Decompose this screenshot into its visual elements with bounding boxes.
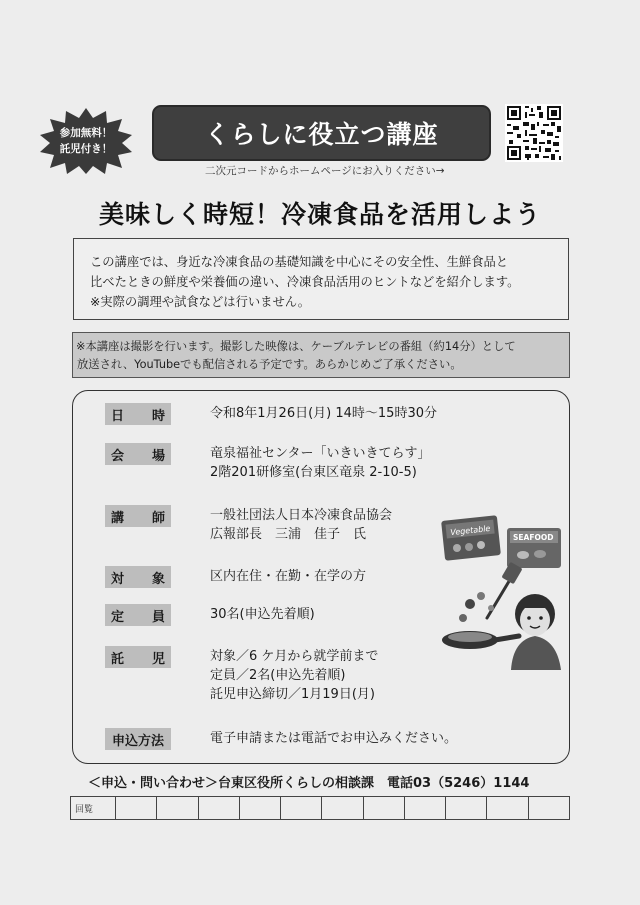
intro-line: 比べたときの鮮度や栄養価の違い、冷凍食品活用のヒントなどを紹介します。 [90,275,520,289]
stamp-cell[interactable] [239,797,280,820]
notice-line: ※本講座は撮影を行います。撮影した映像は、ケーブルテレビの番組（約14分）として [76,340,516,353]
stamp-cell[interactable] [528,797,569,820]
label-capacity: 定 員 [105,604,171,626]
label-childcare: 託 児 [105,646,171,668]
qr-instruction: 二次元コードからホームページにお入りください→ [205,165,445,177]
badge-line-1: 参加無料！ [59,127,113,139]
vegetable-package-icon [441,515,501,561]
value-capacity: 30名(申込先着順) [210,607,315,622]
intro-box [73,238,569,320]
frying-pan-icon [442,631,519,649]
badge-line-2: 託児付き！ [59,143,113,155]
value-lecturer: 一般社団法人日本冷凍食品協会 広報部長 三浦 佳子 氏 [210,508,393,542]
value-childcare: 対象／6 ケ月から就学前まで 定員／2名(申込先着順) 託児申込締切／1月19日(月) [210,649,379,702]
value-target: 区内在住・在勤・在学の方 [210,569,367,584]
stamp-cell[interactable] [487,797,528,820]
qr-code[interactable] [505,104,563,162]
svg-text:SEAFOOD: SEAFOOD [513,533,554,542]
notice-line: 放送され、YouTubeでも配信される予定です。あらかじめご了承ください。 [77,358,462,371]
stamp-cell[interactable] [157,797,198,820]
stamp-cell[interactable] [281,797,322,820]
headline: 美味しく時短！冷凍食品を活用しよう [98,200,541,229]
circulation-table [70,796,570,820]
value-datetime: 令和8年1月26日(月) 14時〜15時30分 [210,406,437,421]
contact-footer: ＜申込・問い合わせ＞台東区役所くらしの相談課 電話03（5246）1144 [88,776,530,791]
label-target: 対 象 [105,566,171,588]
stamp-cell[interactable] [446,797,487,820]
filming-notice [72,332,570,378]
cooking-illustration [425,500,575,670]
stamp-cell[interactable] [363,797,404,820]
seafood-package-icon [507,528,561,568]
free-childcare-badge [40,108,132,174]
svg-text:Vegetable: Vegetable [449,523,491,538]
stamp-cell[interactable] [404,797,445,820]
stamp-cell[interactable] [322,797,363,820]
stamp-cell[interactable] [198,797,239,820]
label-venue: 会 場 [105,443,171,465]
stamp-cell[interactable] [116,797,157,820]
label-datetime: 日 時 [105,403,171,425]
course-title: くらしに役立つ講座 [152,105,491,161]
intro-line: この講座では、身近な冷凍食品の基礎知識を中心にその安全性、生鮮食品と [90,255,509,269]
intro-line: ※実際の調理や試食などは行いません。 [90,295,311,309]
value-venue: 竜泉福祉センター「いきいきてらす」 2階201研修室(台東区竜泉 2-10-5) [210,446,431,480]
circulation-label: 回覧 [71,797,116,820]
value-apply: 電子申請または電話でお申込みください。 [210,731,458,746]
woman-cook-icon [511,594,561,670]
label-apply: 申込方法 [105,728,171,750]
label-lecturer: 講 師 [105,505,171,527]
